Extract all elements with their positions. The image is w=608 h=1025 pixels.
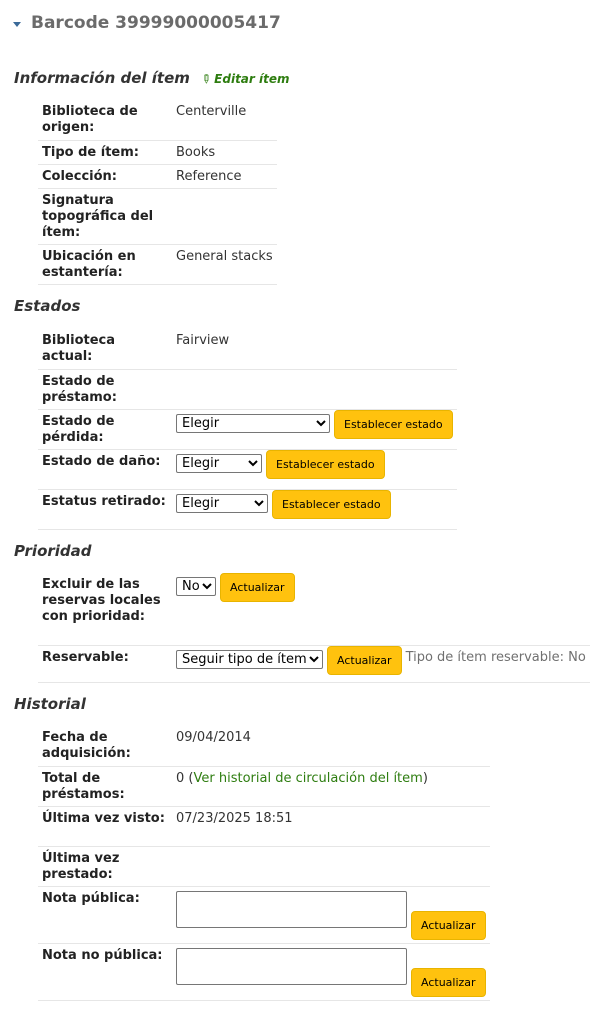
withdrawn-status-select[interactable]: [176, 494, 268, 513]
set-damaged-status-button[interactable]: Establecer estado: [266, 450, 385, 479]
last-borrowed-label: Última vez prestado:: [38, 846, 172, 886]
checkout-status-value: [172, 369, 457, 409]
edit-item-label: Editar ítem: [214, 72, 290, 86]
table-row: [38, 140, 277, 164]
pencil-icon: ✎: [197, 70, 215, 88]
damaged-status-label: Estado de daño:: [38, 449, 172, 489]
holdable-select[interactable]: [176, 650, 323, 669]
current-library-value: Fairview: [172, 329, 457, 369]
update-holdable-button[interactable]: Actualizar: [327, 646, 402, 675]
holdable-hint: Tipo de ítem reservable: No: [405, 649, 586, 665]
table-row: [38, 329, 457, 369]
table-row: [38, 188, 277, 244]
last-seen-value: 07/23/2025 18:51: [172, 806, 490, 846]
call-number-label: Signatura topográfica del ítem:: [38, 188, 172, 244]
public-note-label: Nota pública:: [38, 886, 172, 943]
public-note-input[interactable]: [176, 891, 407, 928]
item-info-table: [38, 100, 277, 285]
collapse-caret-icon[interactable]: [13, 22, 21, 27]
priority-table: [38, 573, 590, 683]
item-type-value: Books: [172, 140, 277, 164]
update-nonpublic-note-button[interactable]: Actualizar: [411, 968, 486, 997]
table-row: [38, 645, 590, 682]
holdable-label: Reservable:: [38, 645, 172, 682]
lost-status-label: Estado de pérdida:: [38, 409, 172, 449]
table-row: [38, 164, 277, 188]
set-withdrawn-status-button[interactable]: Establecer estado: [272, 490, 391, 519]
statuses-table: [38, 329, 457, 530]
table-row: Total de préstamos: 0 (Ver historial de circulación del ítem): [38, 766, 490, 806]
last-seen-label: Última vez visto:: [38, 806, 172, 846]
barcode-header[interactable]: [13, 13, 281, 33]
withdrawn-status-label: Estatus retirado:: [38, 489, 172, 529]
item-type-label: Tipo de ítem:: [38, 140, 172, 164]
table-row: [38, 244, 277, 284]
circulation-history-link[interactable]: Ver historial de circulación del ítem: [193, 770, 423, 786]
edit-item-link[interactable]: [197, 70, 290, 88]
exclude-local-holds-select[interactable]: [176, 577, 216, 596]
item-info-heading-text: Información del ítem: [14, 69, 190, 87]
table-row: [38, 726, 490, 766]
exclude-local-holds-label: Excluir de las reservas locales con prioridad:: [38, 573, 172, 645]
acquisition-date-value: 09/04/2014: [172, 726, 490, 766]
table-row: [38, 449, 457, 489]
home-library-value: Centerville: [172, 100, 277, 140]
barcode-title: Barcode 39999000005417: [31, 13, 281, 33]
last-borrowed-value: [172, 846, 490, 886]
collection-label: Colección:: [38, 164, 172, 188]
table-row: [38, 369, 457, 409]
current-library-label: Biblioteca actual:: [38, 329, 172, 369]
table-row: [38, 806, 490, 846]
nonpublic-note-label: Nota no pública:: [38, 943, 172, 1000]
collection-value: Reference: [172, 164, 277, 188]
shelving-location-label: Ubicación en estantería:: [38, 244, 172, 284]
table-row: [38, 886, 490, 943]
item-info-heading: [14, 69, 290, 87]
table-row: [38, 846, 490, 886]
table-row: [38, 409, 457, 449]
call-number-value: [172, 188, 277, 244]
nonpublic-note-input[interactable]: [176, 948, 407, 985]
lost-status-select[interactable]: [176, 414, 330, 433]
table-row: [38, 489, 457, 529]
checkout-status-label: Estado de préstamo:: [38, 369, 172, 409]
set-lost-status-button[interactable]: Establecer estado: [334, 410, 453, 439]
statuses-heading: Estados: [14, 297, 81, 315]
table-row: [38, 100, 277, 140]
history-heading: Historial: [14, 695, 86, 713]
home-library-label: Biblioteca de origen:: [38, 100, 172, 140]
table-row: [38, 943, 490, 1000]
table-row: [38, 573, 590, 645]
acquisition-date-label: Fecha de adquisición:: [38, 726, 172, 766]
total-checkouts-value: 0: [176, 770, 185, 786]
priority-heading: Prioridad: [14, 542, 92, 560]
update-public-note-button[interactable]: Actualizar: [411, 911, 486, 940]
total-checkouts-label: Total de préstamos:: [38, 766, 172, 806]
update-exclude-button[interactable]: Actualizar: [220, 573, 295, 602]
damaged-status-select[interactable]: [176, 454, 262, 473]
shelving-location-value: General stacks: [172, 244, 277, 284]
history-table: [38, 726, 490, 1001]
